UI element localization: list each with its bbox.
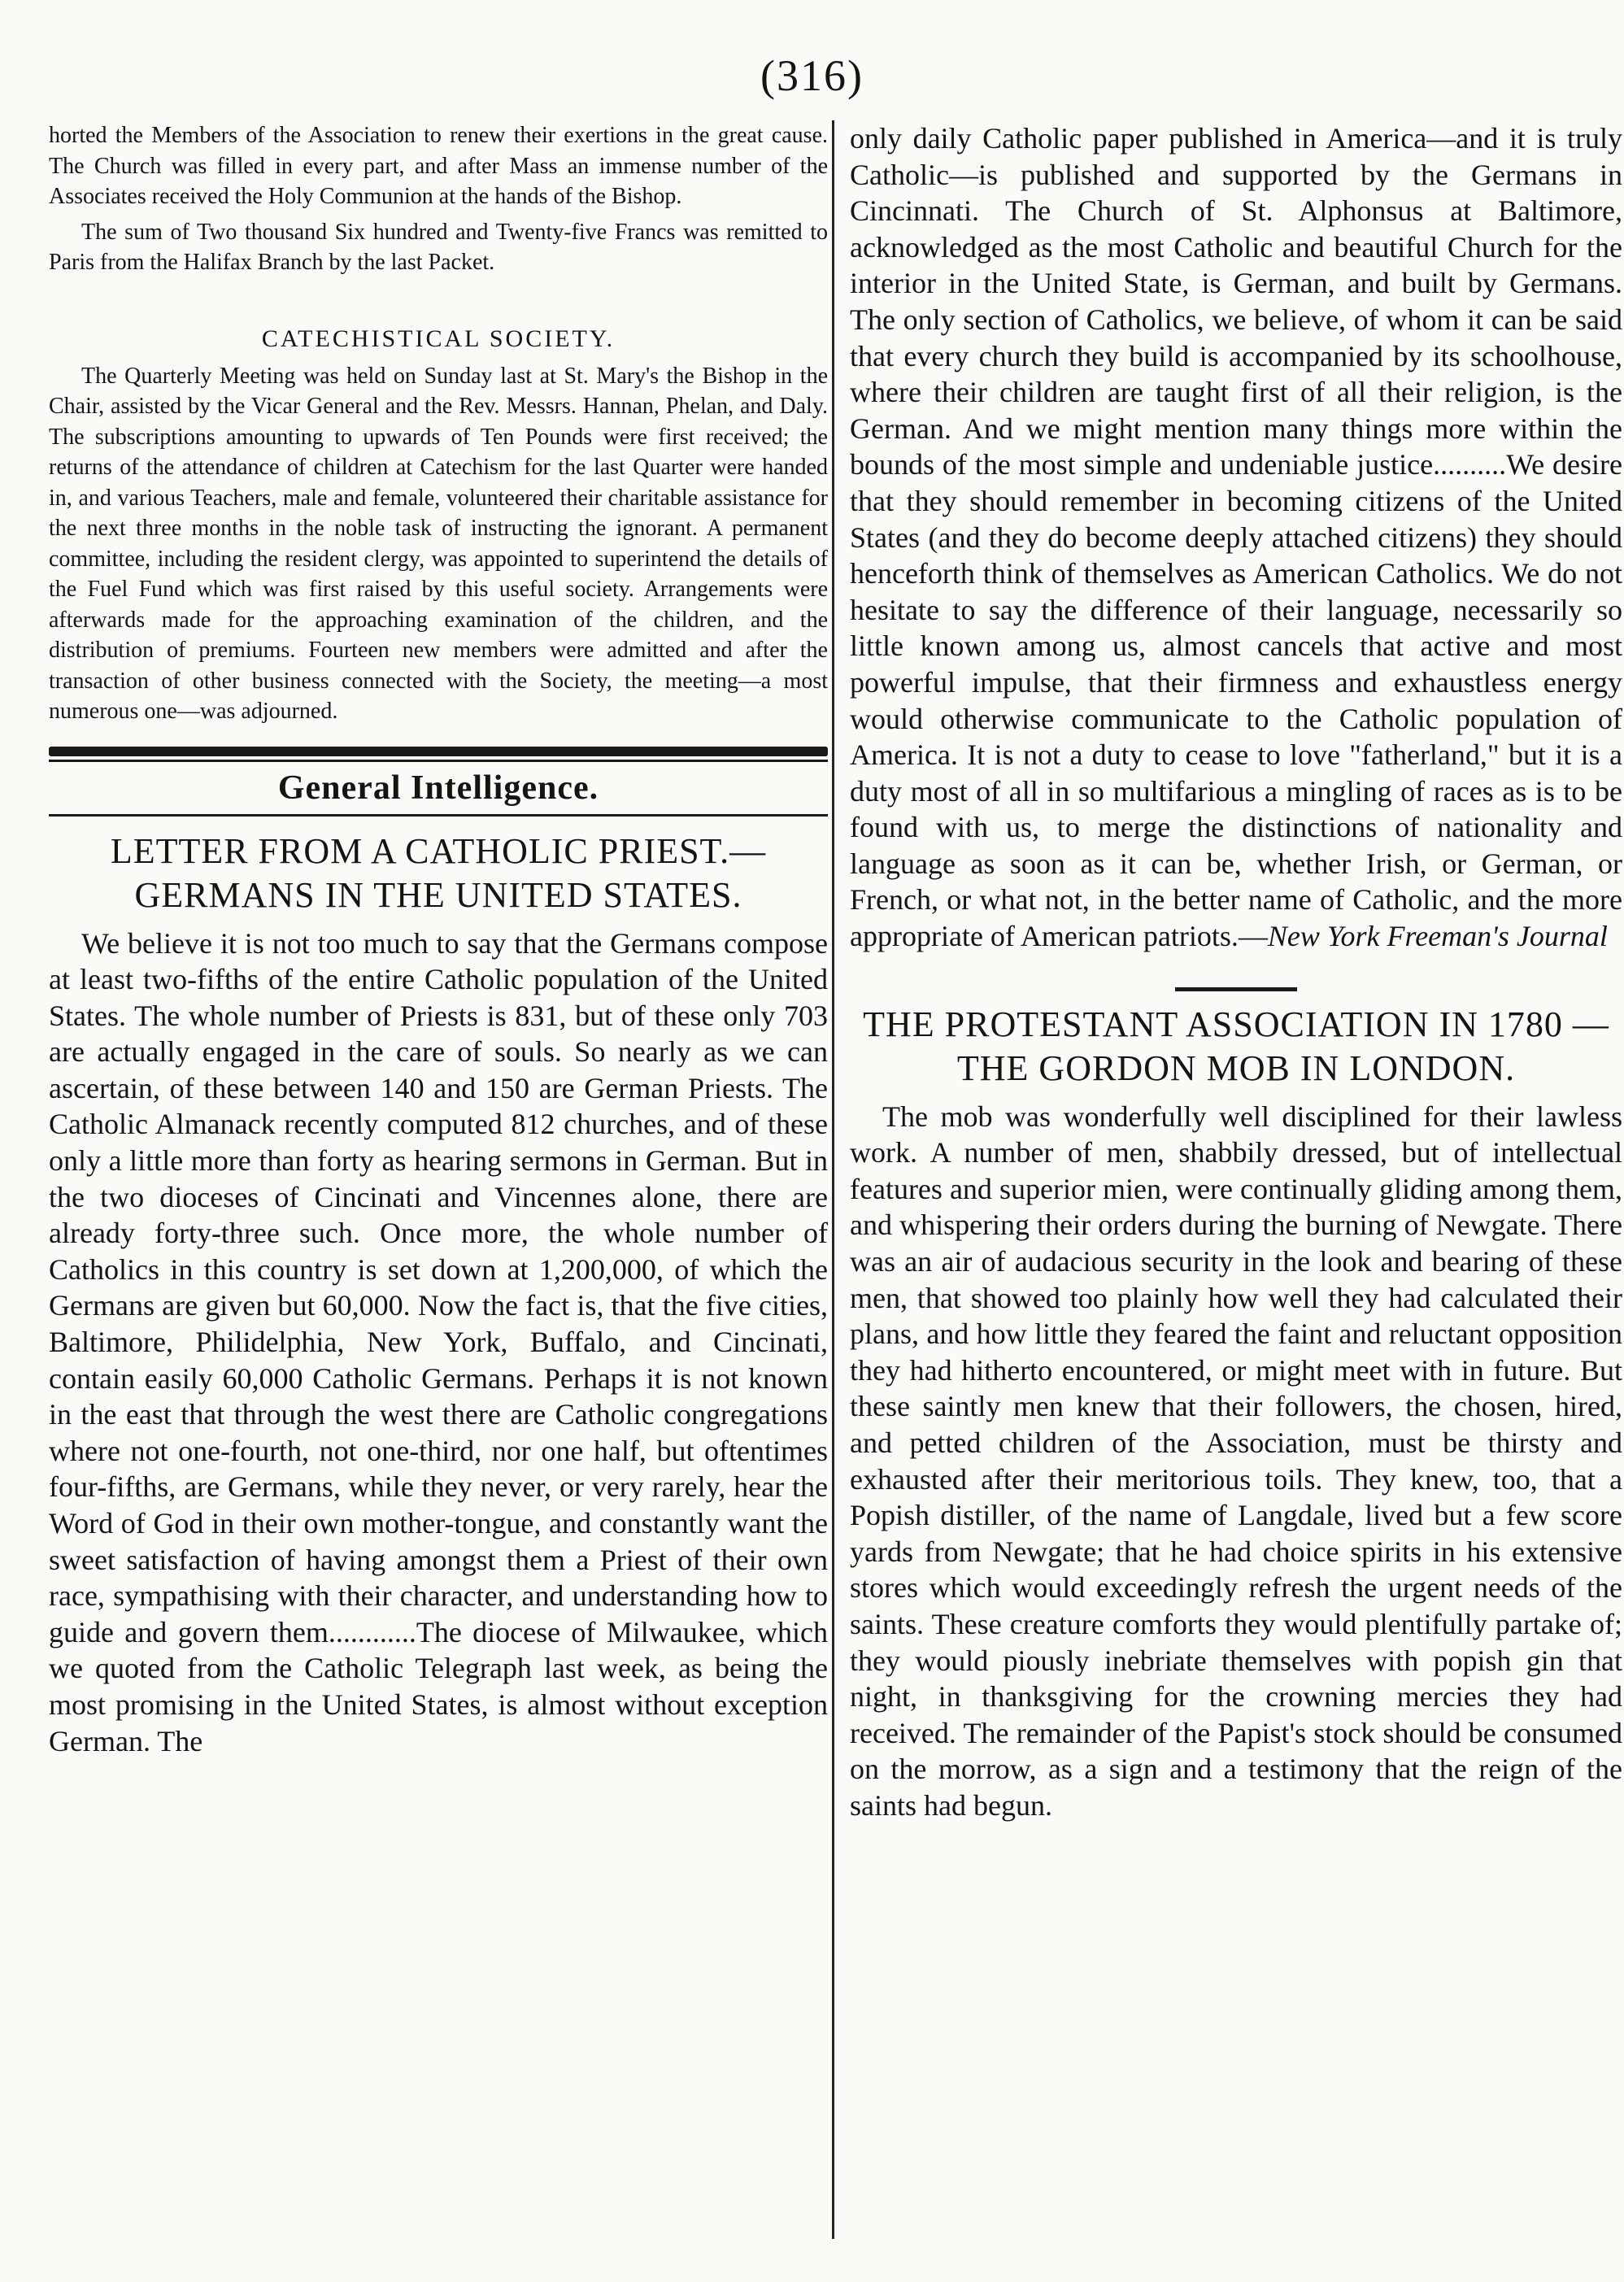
page-number: (316) xyxy=(760,51,864,100)
heavy-rule xyxy=(49,747,828,756)
letter-paragraph: We believe it is not too much to say that the Germans compose at least two-fifths of the entire Catholic population of the United States. The whole number of Priests is 831, but of these only 703 are actually engaged in the care of souls. So nearly as we can ascertain, of these between 140 and 150 are German Priests. The Catholic Almanack recently computed 812 churches, and of these only a little more than forty as hearing sermons in German. But in the two dioceses of Cincinati and Vincennes alone, there are already forty-three such. Once more, the whole number of Catholics in this country is set down at 1,200,000, of which the Germans are given but 60,000. Now the fact is, that the five cities, Baltimore, Philidelphia, New York, Buffalo, and Cincinati, contain easily 60,000 Catholic Germans. Perhaps it is not known in the east that through the west there are Catholic congregations where not one-fourth, not one-third, nor one half, but oftentimes four-fifths, are Germans, while they never, or very rarely, hear the Word of God in their own mother-tongue, and constantly want the sweet satisfaction of having amongst them a Priest of their own race, sympathising with their character, and understanding how to guide and govern them............The diocese of Milwaukee, which we quoted from the Catholic Telegraph last week, as being the most promising in the United States, is almost without exception German. The xyxy=(49,926,828,1757)
continuation-text: only daily Catholic paper published in America—and it is truly Catholic—is published and supported by the Germans in Cincinnati. The Church of St. Alphonsus at Baltimore, acknowledged as the most Catholic and beautiful Church for the interior in the United State, is German, and built by Germans. The only section of Catholics, we believe, of whom it can be said that every church they build is accompanied by its schoolhouse, where their children are taught first of all their religion, is the German. And we might mention many things more within the bounds of the most simple and undeniable justice..........We desire that they should remember in becoming citizens of the United States (and they do become deeply attached citizens) they should henceforth think of themselves as American Catholics. We do not hesitate to say the difference of their language, necessarily so little known among us, almost cancels that active and most powerful impulse, that their firmness and exhaustless energy would otherwise communicate to the Catholic population of America. It is not a duty to cease to love "fatherland," but it is a duty most of all in so multifarious a mingling of races as is to be found with us, to merge the distinctions of nationality and language as soon as it can be, whether Irish, or German, or French, or what not, in the better name of Catholic, and the more appropriate of American patriots.— xyxy=(850,122,1622,953)
section-rule xyxy=(49,814,828,817)
catechistical-paragraph: The Quarterly Meeting was held on Sunday last at St. Mary's the Bishop in the Chair, assisted by the Vicar General and the Rev. Messrs. Hannan, Phelan, and Daly. The subscriptions amounting to upwards of Ten Pounds were first received; the returns of the attendance of children at Catechism for the last Quarter were handed in, and various Teachers, male and female, volunteered their charitable assistance for the next three months in the noble task of instructing the ignorant. A permanent committee, including the resident clergy, was appointed to superintend the details of the Fuel Fund which was first raised by this useful society. Arrangements were afterwards made for the approaching examination of the children, and the distribution of premiums. Fourteen new members were admitted and after the transaction of other business connected with the Society, the meeting—a most numerous one—was adjourned. xyxy=(49,363,828,724)
thin-rule xyxy=(49,760,828,762)
association-paragraph-2: The sum of Two thousand Six hundred and Twenty-five Francs was remitted to Paris from the Halifax Branch by the last Packet. xyxy=(49,219,828,275)
section-title: General Intelligence. xyxy=(277,769,599,807)
association-paragraph-1: horted the Members of the Association to renew their exertions in the great cause. The Church was filled in every part, and after Mass an immense number of the Associates received the Holy Communion at the hands of the Bishop. xyxy=(49,123,828,209)
protestant-headline: THE PROTESTANT ASSOCIATION IN 1780 —THE GORDON MOB IN LONDON. xyxy=(863,1004,1609,1088)
source-citation: New York Freeman's Journal xyxy=(1267,920,1608,953)
protestant-paragraph: The mob was wonderfully well disciplined for their lawless work. A number of men, shabbily dressed, but of intellectual features and superior mien, were continually gliding among them, and whispering their orders during the burning of Newgate. There was an air of audacious security in the look and bearing of these men, that showed too plainly how well they had calculated their plans, and how little they feared the faint and reluctant opposition they had hitherto encountered, or might meet with in future. But these saintly men knew that their followers, the chosen, hired, and petted children of the Association, must be thirsty and exhausted after their meritorious toils. They knew, too, that a Popish distiller, of the name of Langdale, lived but a few score yards from Newgate; that he had choice spirits in his extensive stores which would exceedingly refresh the urgent needs of the saints. These creature comforts they would plentifully partake of; they would piously inebriate themselves with popish gin that night, in thanksgiving for the crowning mercies they had received. The remainder of the Papist's stock should be consumed on the morrow, as a sign and a testimony that the reign of the saints had begun. xyxy=(850,1100,1622,1822)
article-separator xyxy=(1175,987,1297,991)
letter-headline: LETTER FROM A CATHOLIC PRIEST.— GERMANS IN THE UNITED STATES. xyxy=(110,830,767,915)
right-column xyxy=(850,120,1622,1824)
letter-continuation xyxy=(850,120,1622,955)
column-divider xyxy=(832,120,834,2239)
catechistical-heading: CATECHISTICAL SOCIETY. xyxy=(261,324,616,352)
left-column xyxy=(49,120,828,1759)
